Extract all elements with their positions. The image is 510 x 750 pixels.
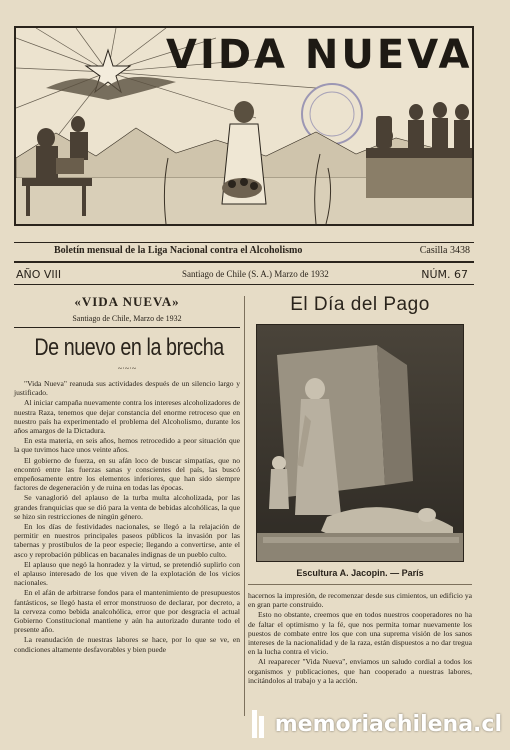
article-paragraph: "Vida Nueva" reanuda sus actividades después de un silencio largo y justificado. <box>14 379 240 398</box>
article-paragraph: En esta materia, en seis años, hemos retrocedido a peor situación que la que tuvimos hace unos veinte años. <box>14 436 240 455</box>
masthead-title: VIDA NUEVA <box>166 32 473 78</box>
article-headline: De nuevo en la brecha <box>34 334 224 361</box>
sculpture-image <box>257 325 463 561</box>
article-paragraph: El gobierno de fuerza, en su afán loco de buscar simpatías, que no encontró entre las fuerzas sanas y conscientes del país, las buscó empeñosamente entre los elementos inferiores, que han sido siempre factores de degeneración y de ruina en todas las épocas. <box>14 455 240 493</box>
section-rubric: «VIDA NUEVA» <box>74 294 180 309</box>
issue-year: AÑO VIII <box>16 268 62 281</box>
article-body <box>14 379 240 654</box>
subtitle-bar <box>14 242 474 263</box>
article-paragraph: El aplauso que negó la honradez y la virtud, se pretendió suplirlo con el aplauso interesado de los que viven de la explotación de los vicios nacionales. <box>14 559 240 588</box>
masthead-illustration <box>14 26 474 226</box>
article-paragraph: La reanudación de nuestras labores se hace, por lo que se ve, en condiciones altamente desfavorables y bien puede <box>14 635 240 654</box>
article-paragraph: En el afán de arbitrarse fondos para el mantenimiento de presupuestos fantásticos, se llegó hasta el error monstruoso de declarar, por decreto, a la cerveza como bebida analcohólica, error que por desgracia el actual Gobierno Constitucional mantiene y aún ha autorizado durante todo el presente año. <box>14 588 240 635</box>
article-paragraph: Al reaparecer "Vida Nueva", enviamos un saludo cordial a todos los organismos y publicaciones, que han cooperado a nuestras labores, incitándolos al trabajo y a la acción. <box>248 657 472 685</box>
memoriachilena-logo-icon <box>250 708 266 740</box>
article-paragraph: En los días de festividades nacionales, se llegó a la relajación de permitir en nuestros principales paseos públicos la invasión por las tabernas y prostíbulos de la peor especie; llegando a convertirse, ante el asco y reprobación públicas en bacanales indignas de un pueblo culto. <box>14 522 240 559</box>
left-column <box>14 292 240 655</box>
column-divider <box>244 296 245 716</box>
bulletin-subtitle: Boletín mensual de la Liga Nacional contra el Alcoholismo <box>54 245 303 256</box>
article-paragraph: Al iniciar campaña nuevamente contra los intereses alcoholizadores de nuestra Raza, tenemos que dejar constancia del enorme retroceso que en nuestro país ha experimentado el problema del Alcoholismo, durante los años amargos de la Dictadura. <box>14 398 240 436</box>
article-paragraph: Se vanaglorió del aplauso de la turba multa alcoholizada, por las grandes franquicias que se dió para la venta de bebidas alcohólicas, la que se hizo sin restricciones de ningún género. <box>14 493 240 521</box>
issue-info-bar <box>14 266 474 285</box>
caption-rule <box>248 584 472 585</box>
issue-place-date: Santiago de Chile (S. A.) Marzo de 1932 <box>182 269 329 279</box>
rubric-date: Santiago de Chile, Marzo de 1932 <box>72 314 182 323</box>
feature-title: El Día del Pago <box>290 294 430 315</box>
headline-rule <box>14 327 240 328</box>
sculpture-photo <box>256 324 464 562</box>
article-paragraph: Esto no obstante, creemos que en todos nuestros cooperadores no ha de faltar el optimismo y la fé, que nos permita tomar nuevamente los puestos de combate entre los que con una suprema visión de los sanos intereses de la nacionalidad y de la raza, están dispuestos a no dar tregua en la lucha contra el vicio. <box>248 610 472 657</box>
right-column <box>248 292 472 686</box>
ornament-divider: ~·~·~ <box>117 364 137 373</box>
article-paragraph: hacernos la impresión, de recomenzar desde sus cimientos, un edificio ya en gran parte construido. <box>248 591 472 610</box>
watermark-text: memoriachilena.cl <box>274 712 502 737</box>
continued-article <box>248 591 472 685</box>
issue-number: NÚM. 67 <box>421 268 468 281</box>
photo-caption: Escultura A. Jacopin. — París <box>296 568 424 578</box>
casilla-number: Casilla 3438 <box>419 245 470 256</box>
